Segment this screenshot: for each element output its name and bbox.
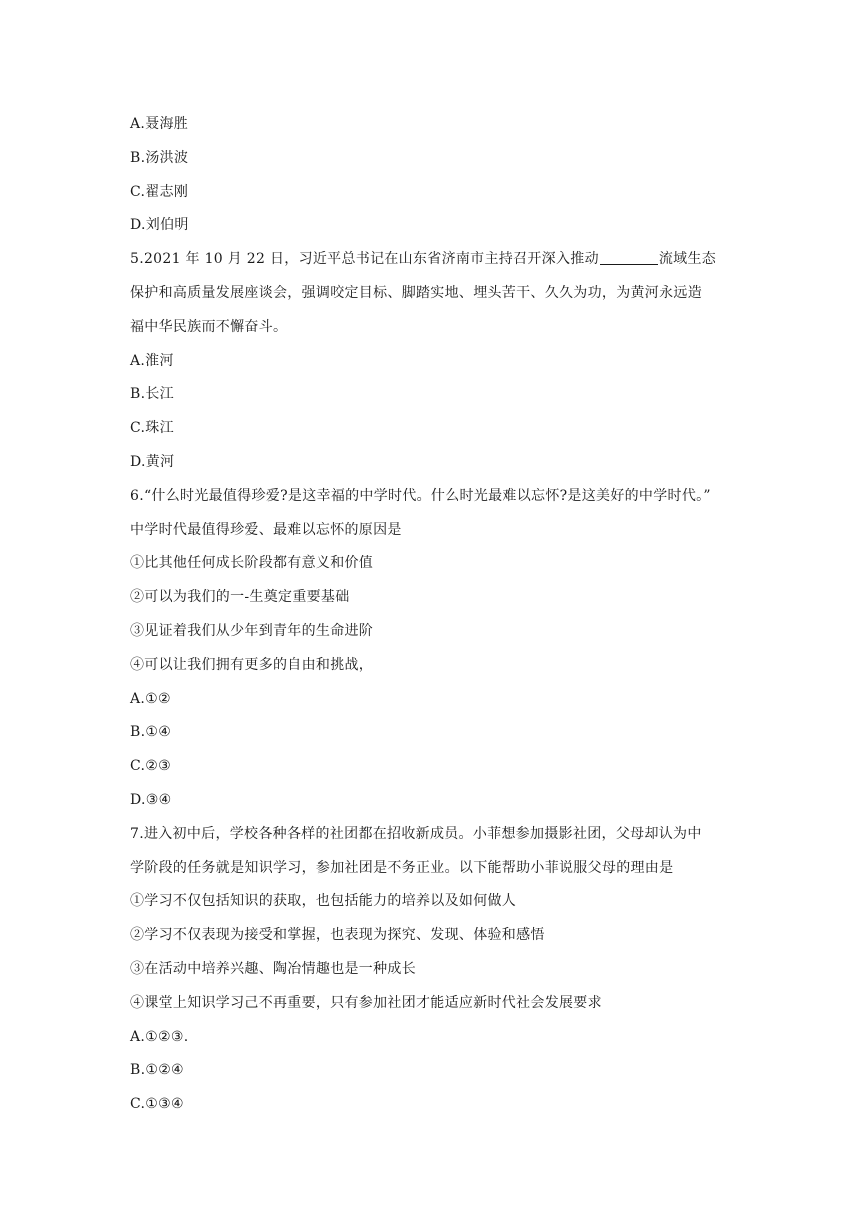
q6-stem-line-2: 中学时代最值得珍爱、最难以忘怀的原因是	[130, 521, 402, 538]
q4-option-a: A.聂海胜	[130, 116, 189, 132]
q5-stem-part-2: 流域生态	[658, 251, 717, 268]
q5-stem-line-3: 福中华民族而不懈奋斗。	[130, 318, 288, 335]
q6-option-c: C.②③	[130, 758, 171, 775]
q7-item-4: ④课堂上知识学习己不再重要，只有参加社团才能适应新时代社会发展要求	[130, 994, 602, 1011]
q5-option-d: D.黄河	[130, 453, 175, 470]
q7-stem-line-1: 7.进入初中后，学校各种各样的社团都在招收新成员。小菲想参加摄影社团，父母却认为中	[130, 825, 702, 842]
q4-option-c: C.翟志刚	[130, 183, 189, 200]
q4-option-d: D.刘伯明	[130, 217, 189, 234]
q7-option-a: A.①②③.	[130, 1028, 189, 1045]
q6-item-3: ③见证着我们从少年到青年的生命进阶	[130, 622, 374, 639]
q7-option-c: C.①③④	[130, 1096, 184, 1113]
q7-item-1: ①学习不仅包括知识的获取，也包括能力的培养以及如何做人	[130, 893, 517, 910]
q6-stem-line-1: 6.“什么时光最值得珍爱?是这幸福的中学时代。什么时光最难以忘怀?是这美好的中学时代。”	[130, 487, 711, 504]
q6-item-2: ②可以为我们的一-生奠定重要基础	[130, 589, 350, 606]
q5-option-b: B.长江	[130, 386, 174, 403]
q7-option-b: B.①②④	[130, 1062, 184, 1079]
q7-item-2: ②学习不仅表现为接受和掌握，也表现为探究、发现、体验和感悟	[130, 927, 545, 944]
q6-item-4: ④可以让我们拥有更多的自由和挑战，	[130, 656, 374, 673]
q7-item-3: ③在活动中培养兴趣、陶冶情趣也是一种成长	[130, 960, 416, 977]
q6-option-b: B.①④	[130, 724, 172, 741]
q5-option-a: A.淮河	[130, 352, 174, 369]
q5-stem-line-2: 保护和高质量发展座谈会，强调咬定目标、脚踏实地、埋头苦干、久久为功，为黄河永远造	[130, 284, 702, 301]
q5-stem-part-1: 5.2021 年 10 月 22 日，习近平总书记在山东省济南市主持召开深入推动	[130, 251, 599, 268]
q6-option-d: D.③④	[130, 791, 172, 808]
q5-option-c: C.珠江	[130, 420, 174, 437]
q4-option-b: B.汤洪波	[130, 149, 189, 166]
document-page	[130, 108, 740, 1122]
q6-option-a: A.①②	[130, 690, 171, 707]
fill-in-blank	[600, 250, 658, 265]
q5-stem-line-1	[130, 243, 740, 277]
q7-stem-line-2: 学阶段的任务就是知识学习，参加社团是不务正业。以下能帮助小菲说服父母的理由是	[130, 859, 674, 876]
q6-item-1: ①比其他任何成长阶段都有意义和价值	[130, 555, 374, 572]
